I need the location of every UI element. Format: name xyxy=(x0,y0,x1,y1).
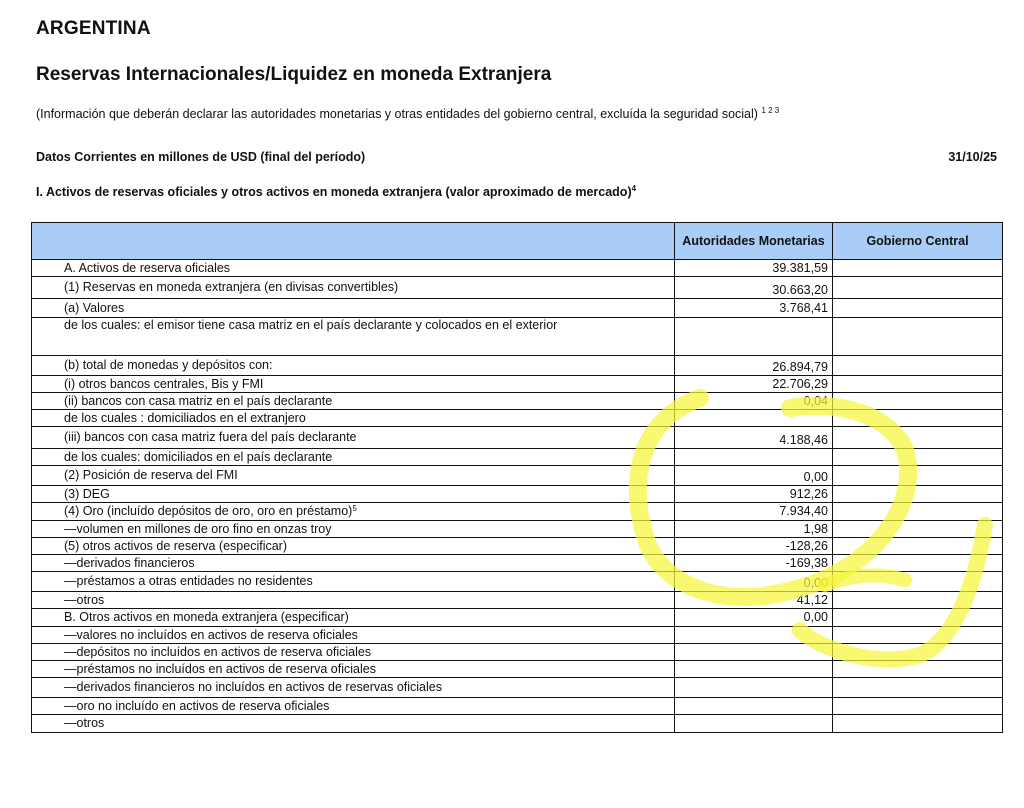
value-gobierno xyxy=(833,277,1003,299)
row-label-text: de los cuales: el emisor tiene casa matriz en el país declarante y colocados en el exterior xyxy=(64,318,558,332)
info-note-footnotes: 1 2 3 xyxy=(761,106,780,115)
value-autoridades: 22.706,29 xyxy=(675,376,833,393)
table-row xyxy=(32,427,1003,449)
value-gobierno xyxy=(833,393,1003,410)
row-label-text: (iii) bancos con casa matriz fuera del país declarante xyxy=(64,430,357,444)
row-label-text: —otros xyxy=(64,716,105,730)
row-label xyxy=(32,318,675,356)
row-label xyxy=(32,555,675,572)
value-gobierno xyxy=(833,410,1003,427)
page-title: Reservas Internacionales/Liquidez en moneda Extranjera xyxy=(36,64,552,85)
report-date: 31/10/25 xyxy=(948,150,997,164)
section-title-text: I. Activos de reservas oficiales y otros activos en moneda extranjera (valor aproximado de mercado) xyxy=(36,185,632,199)
value-autoridades xyxy=(675,661,833,678)
row-label xyxy=(32,644,675,661)
value-autoridades: 912,26 xyxy=(675,486,833,503)
value-autoridades: 0,00 xyxy=(675,572,833,592)
row-label xyxy=(32,572,675,592)
row-label xyxy=(32,393,675,410)
table-row xyxy=(32,609,1003,627)
value-gobierno xyxy=(833,678,1003,698)
value-autoridades xyxy=(675,449,833,466)
row-label xyxy=(32,521,675,538)
table-row xyxy=(32,466,1003,486)
row-label-text: (2) Posición de reserva del FMI xyxy=(64,468,238,482)
row-label xyxy=(32,715,675,733)
row-label-text: —otros xyxy=(64,592,105,607)
table-row xyxy=(32,715,1003,733)
row-label xyxy=(32,627,675,644)
table-row xyxy=(32,572,1003,592)
value-gobierno xyxy=(833,661,1003,678)
table-row xyxy=(32,260,1003,277)
value-autoridades xyxy=(675,318,833,356)
value-gobierno xyxy=(833,449,1003,466)
row-label-text: A. Activos de reserva oficiales xyxy=(64,260,231,275)
row-label-text: —derivados financieros xyxy=(64,555,195,570)
row-label-text: (a) Valores xyxy=(64,300,125,315)
col-header-gobierno: Gobierno Central xyxy=(833,223,1003,260)
row-label xyxy=(32,592,675,609)
table-header-row xyxy=(32,223,1003,260)
row-label-text: de los cuales: domiciliados en el país declarante xyxy=(64,449,333,464)
row-label xyxy=(32,678,675,698)
row-label-text: (b) total de monedas y depósitos con: xyxy=(64,358,273,372)
table-row xyxy=(32,521,1003,538)
row-label-text: —depósitos no incluídos en activos de reserva oficiales xyxy=(64,644,372,659)
row-label-text: —préstamos a otras entidades no residentes xyxy=(64,574,313,588)
row-label-text: B. Otros activos en moneda extranjera (especificar) xyxy=(64,610,349,624)
value-gobierno xyxy=(833,299,1003,318)
value-autoridades: -169,38 xyxy=(675,555,833,572)
value-gobierno xyxy=(833,466,1003,486)
country-title: ARGENTINA xyxy=(36,18,151,39)
table-row xyxy=(32,277,1003,299)
value-autoridades: 0,00 xyxy=(675,466,833,486)
row-label-text: (4) Oro (incluído depósitos de oro, oro en préstamo) xyxy=(64,504,353,518)
table-row xyxy=(32,592,1003,609)
row-label xyxy=(32,609,675,627)
col-header-autoridades: Autoridades Monetarias xyxy=(675,223,833,260)
table-row xyxy=(32,410,1003,427)
value-autoridades: 0,00 xyxy=(675,609,833,627)
info-note-text: (Información que deberán declarar las autoridades monetarias y otras entidades del gobierno central, excluída la seguridad social) xyxy=(36,107,758,121)
row-label-text: —préstamos no incluídos en activos de reserva oficiales xyxy=(64,661,376,676)
value-autoridades xyxy=(675,678,833,698)
row-label xyxy=(32,449,675,466)
value-autoridades: 3.768,41 xyxy=(675,299,833,318)
row-label-text: (ii) bancos con casa matriz en el país declarante xyxy=(64,393,333,408)
value-autoridades xyxy=(675,410,833,427)
value-gobierno xyxy=(833,356,1003,376)
row-label xyxy=(32,503,675,521)
table-body xyxy=(32,260,1003,733)
value-gobierno xyxy=(833,376,1003,393)
value-autoridades xyxy=(675,698,833,715)
value-autoridades: -128,26 xyxy=(675,538,833,555)
value-gobierno xyxy=(833,486,1003,503)
row-label xyxy=(32,486,675,503)
row-label-text: (1) Reservas en moneda extranjera (en divisas convertibles) xyxy=(64,280,399,294)
section-footnote: 4 xyxy=(631,184,637,193)
value-autoridades: 30.663,20 xyxy=(675,277,833,299)
value-gobierno xyxy=(833,538,1003,555)
table-row xyxy=(32,318,1003,356)
table-row xyxy=(32,555,1003,572)
info-note xyxy=(36,106,779,121)
value-gobierno xyxy=(833,644,1003,661)
table-row xyxy=(32,356,1003,376)
row-label-text: —volumen en millones de oro fino en onzas troy xyxy=(64,521,332,536)
row-label-text: (3) DEG xyxy=(64,486,110,501)
value-autoridades xyxy=(675,644,833,661)
value-autoridades: 26.894,79 xyxy=(675,356,833,376)
table-row xyxy=(32,678,1003,698)
row-label-text: (5) otros activos de reserva (especificar) xyxy=(64,538,287,553)
section-title xyxy=(36,184,636,199)
value-autoridades xyxy=(675,627,833,644)
reserves-table xyxy=(31,222,1003,733)
value-autoridades: 39.381,59 xyxy=(675,260,833,277)
row-label-text: (i) otros bancos centrales, Bis y FMI xyxy=(64,376,264,391)
table-row xyxy=(32,503,1003,521)
value-gobierno xyxy=(833,627,1003,644)
row-label xyxy=(32,299,675,318)
header-blank-cell xyxy=(32,223,675,260)
table-row xyxy=(32,449,1003,466)
row-label xyxy=(32,277,675,299)
value-gobierno xyxy=(833,572,1003,592)
row-label xyxy=(32,466,675,486)
table-row xyxy=(32,661,1003,678)
value-gobierno xyxy=(833,715,1003,733)
value-gobierno xyxy=(833,260,1003,277)
row-label xyxy=(32,260,675,277)
row-footnote: 5 xyxy=(352,504,357,513)
row-label xyxy=(32,410,675,427)
value-autoridades: 4.188,46 xyxy=(675,427,833,449)
row-label-text: —derivados financieros no incluídos en activos de reservas oficiales xyxy=(64,680,442,694)
row-label xyxy=(32,376,675,393)
value-gobierno xyxy=(833,521,1003,538)
value-gobierno xyxy=(833,318,1003,356)
row-label-text: —oro no incluído en activos de reserva oficiales xyxy=(64,698,330,713)
row-label-text: de los cuales : domiciliados en el extranjero xyxy=(64,410,306,425)
table-row xyxy=(32,627,1003,644)
value-gobierno xyxy=(833,427,1003,449)
row-label xyxy=(32,538,675,555)
row-label-text: —valores no incluídos en activos de reserva oficiales xyxy=(64,627,358,642)
row-label xyxy=(32,356,675,376)
table-row xyxy=(32,698,1003,715)
value-gobierno xyxy=(833,609,1003,627)
value-autoridades: 0,04 xyxy=(675,393,833,410)
value-gobierno xyxy=(833,503,1003,521)
row-label xyxy=(32,698,675,715)
row-label xyxy=(32,427,675,449)
value-gobierno xyxy=(833,698,1003,715)
table-row xyxy=(32,538,1003,555)
value-autoridades: 41,12 xyxy=(675,592,833,609)
value-autoridades: 7.934,40 xyxy=(675,503,833,521)
table-row xyxy=(32,393,1003,410)
value-autoridades xyxy=(675,715,833,733)
data-units-label: Datos Corrientes en millones de USD (final del período) xyxy=(36,150,366,164)
table-row xyxy=(32,644,1003,661)
table-row xyxy=(32,299,1003,318)
table-row xyxy=(32,376,1003,393)
value-autoridades: 1,98 xyxy=(675,521,833,538)
value-gobierno xyxy=(833,555,1003,572)
row-label xyxy=(32,661,675,678)
value-gobierno xyxy=(833,592,1003,609)
table-row xyxy=(32,486,1003,503)
